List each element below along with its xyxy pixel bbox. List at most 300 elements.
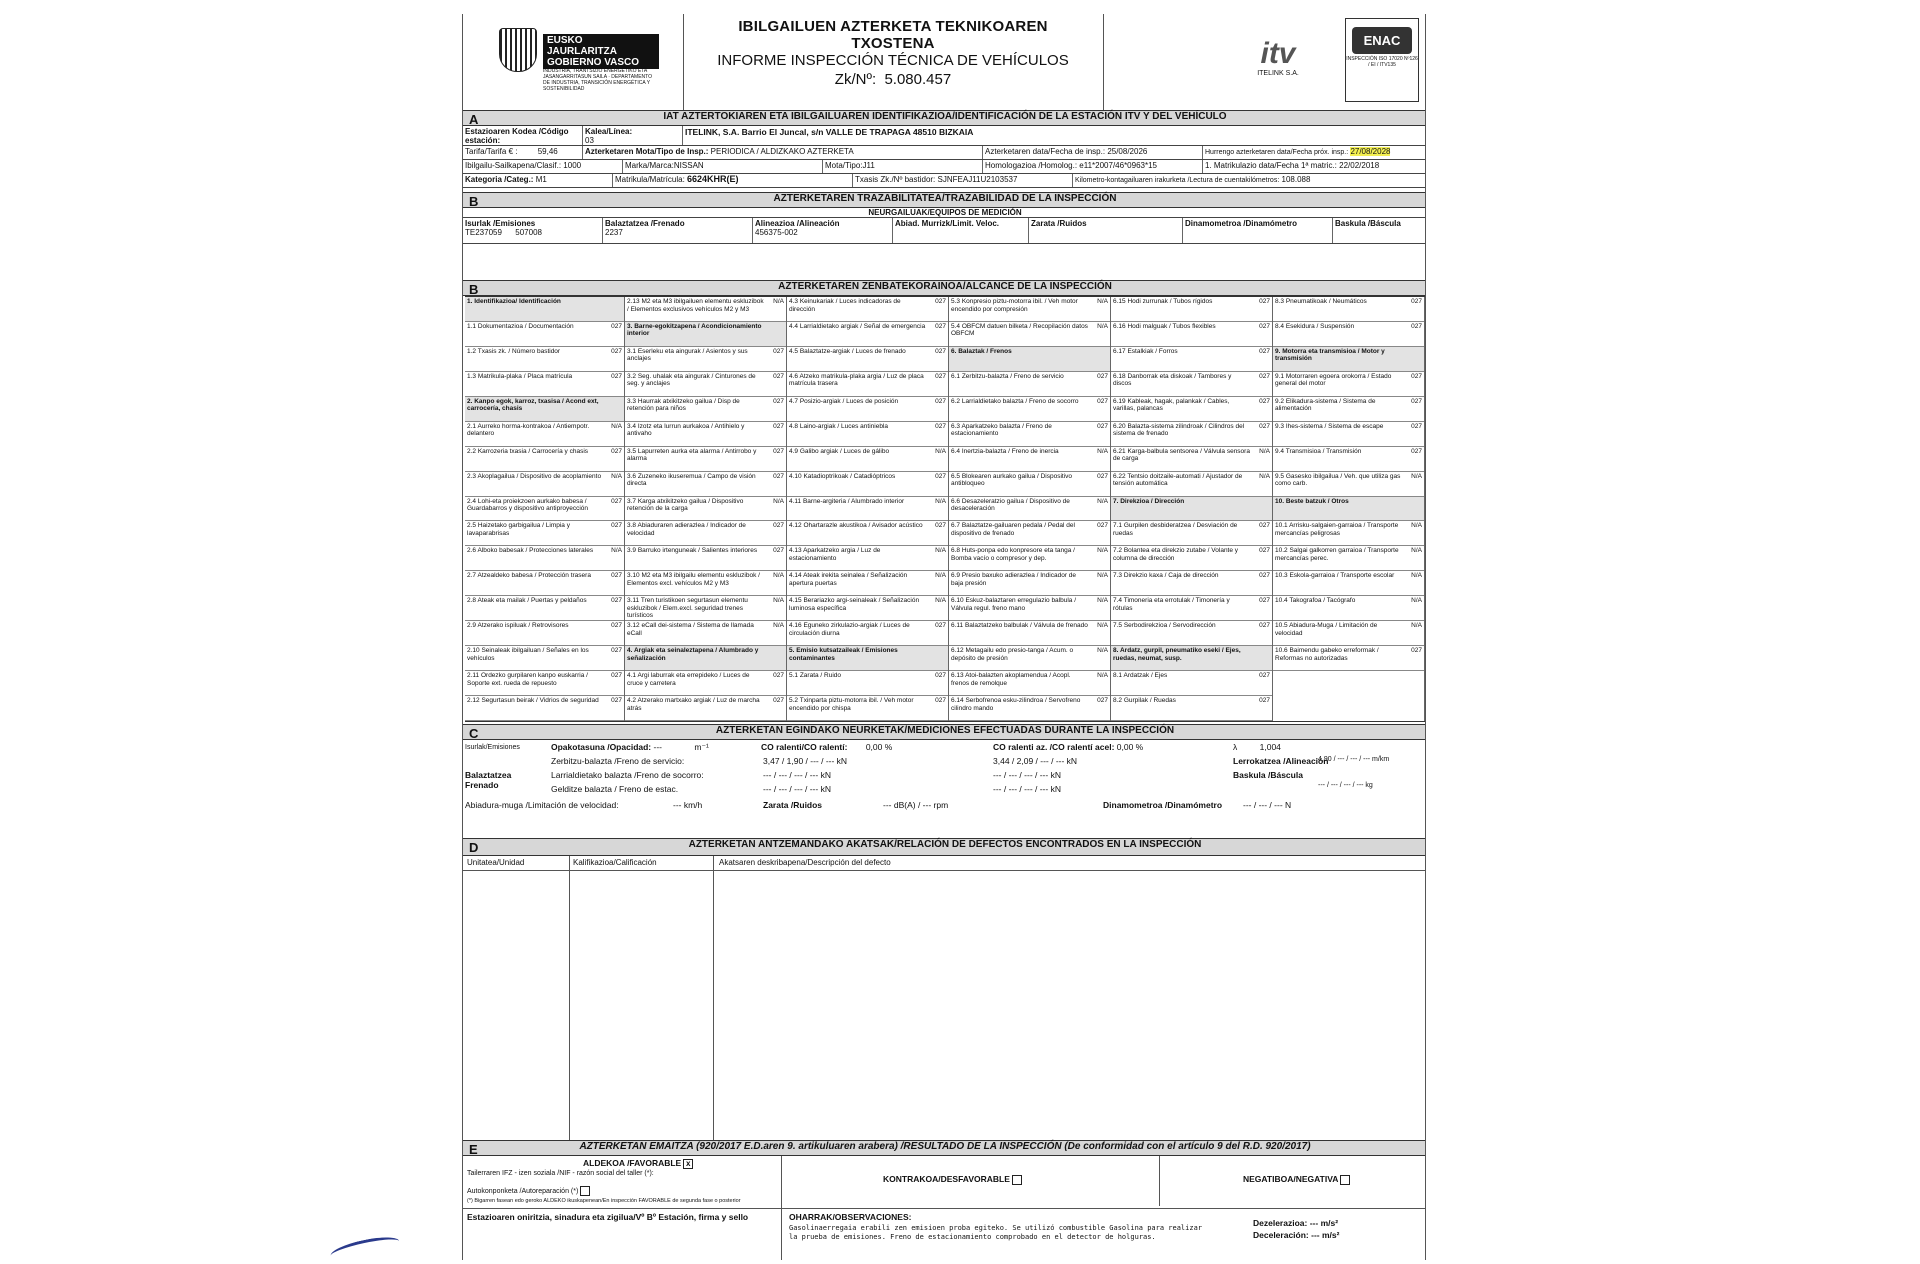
decel-1-value: --- m/s² (1309, 1218, 1339, 1228)
scope-item-label: 2.4 Lohi-eta proiekzoen aurkako babesa / Guardabarros y dispositivo antiproyección (467, 497, 589, 513)
logo-band: EUSKO JAURLARITZA GOBIERNO VASCO (543, 34, 659, 69)
scope-item (1111, 671, 1272, 696)
scope-item-result: 027 (935, 522, 946, 530)
scope-item-label: 8.2 Gurpilak / Ruedas (1113, 697, 1176, 705)
scope-item-label: 3.11 Tren turistikoen segurtasun elementu eskluzibok / Elem.excl. seguridad trenes turísticos (627, 597, 748, 620)
parking-brake-f1: --- / --- / --- / --- kN (763, 784, 831, 794)
negative (1243, 1174, 1350, 1185)
scope-item (787, 297, 948, 322)
decel-1 (1253, 1218, 1338, 1228)
scope-item-result: 027 (773, 447, 784, 455)
scope-item-label: 4.9 Galibo argiak / Luces de gálibo (789, 447, 890, 455)
speed-meas-label: Abiadura-muga /Limitación de velocidad: (465, 800, 619, 810)
category-label: Kategoria /Categ.: (465, 175, 534, 184)
scope-item-label: 1. Identifikazioa/ Identificación (467, 298, 561, 305)
scope-item-label: 6.16 Hodi malguak / Tubos flexibles (1113, 322, 1216, 330)
scope-item-result: N/A (935, 497, 946, 505)
scope-item-result: N/A (611, 422, 622, 430)
brand-label: Marka/Marca: (625, 161, 674, 170)
scope-item-result: 027 (935, 322, 946, 330)
scope-item (625, 671, 786, 696)
scope-item-result: 027 (611, 672, 622, 680)
scope-item-label: 2.5 Haizetako garbigailua / Limpia y lavaparabrisas (467, 522, 570, 537)
scope-item-label: 1.2 Txasis zk. / Número bastidor (467, 347, 561, 355)
scope-item-label: 3.3 Haurrak atxikitzeko gailua / Disp de retención para niños (627, 397, 740, 413)
scope-item (1111, 621, 1272, 646)
basque-government-logo (499, 22, 659, 106)
scope-item-result: 027 (935, 397, 946, 405)
scope-item-label: 6.19 Kableak, hagak, palankak / Cables, varillas, palancas (1113, 397, 1230, 413)
scope-item (1273, 447, 1424, 472)
section-c-bar (463, 724, 1426, 740)
scope-item-label: 7. Direkzioa / Dirección (1113, 497, 1185, 505)
scope-item-result: 027 (1259, 622, 1270, 630)
scope-item (787, 472, 948, 497)
scope-item-label: 9.2 Elikadura-sistema / Sistema de alimentación (1275, 397, 1376, 413)
scope-item-label: 3.1 Eserleku eta aingurak / Asientos y sus anclajes (627, 347, 748, 363)
scope-item (465, 546, 624, 571)
scope-item-label: 6.3 Aparkatzeko balazta / Freno de estacionamiento (951, 422, 1052, 438)
inspection-report (462, 14, 1426, 1260)
scope-column (465, 297, 625, 721)
scope-item-label: 6.2 Larrialdietako balazta / Freno de socorro (951, 397, 1079, 405)
scope-item-label: 5. Emisio kutsatzaileak / Emisiones contaminantes (789, 647, 898, 662)
scope-item (949, 596, 1110, 621)
scope-item-result: 027 (773, 397, 784, 405)
scope-item-result: 027 (611, 447, 622, 455)
scope-item (625, 571, 786, 596)
scope-item (949, 696, 1110, 721)
scope-group-header (787, 646, 948, 671)
section-letter: A (469, 112, 479, 127)
unit-column (463, 856, 570, 1140)
inspection-scope-grid (465, 296, 1425, 722)
scope-item (1273, 521, 1424, 546)
scope-item (787, 447, 948, 472)
section-e-bar (463, 1140, 1426, 1156)
first-reg-cell (1203, 160, 1426, 173)
co-idle-label: CO ralenti/CO ralentí: (761, 742, 848, 752)
scope-item-result: N/A (935, 547, 946, 555)
scope-item (465, 372, 624, 397)
section-b-trace-title: AZTERKETAREN TRAZABILITATEA/TRAZABILIDAD DE LA INSPECCIÓN (773, 193, 1117, 204)
dyno-meas-value: --- / --- / --- N (1243, 800, 1292, 810)
scope-item-result: N/A (935, 447, 946, 455)
scope-item-label: 4.14 Ateak irekita seinalea / Señalización apertura puertas (789, 572, 908, 587)
section-d-bar (463, 838, 1426, 856)
next-date: 27/08/2028 (1350, 147, 1391, 156)
observations-label: OHARRAK/OBSERVACIONES: (789, 1212, 912, 1222)
scope-item-result: N/A (1097, 572, 1108, 580)
scope-group-header (625, 646, 786, 671)
divider (463, 1208, 1426, 1209)
scope-item (787, 347, 948, 372)
self-repair (467, 1186, 590, 1196)
scope-item-label: 1.3 Matrikula-plaka / Placa matrícula (467, 372, 573, 380)
scope-item (625, 596, 786, 621)
scope-item-label: 2.7 Atzealdeko babesa / Protección trasera (467, 572, 591, 580)
scope-item-label: 3.5 Lapurreten aurka eta alarma / Antirrobo y alarma (627, 447, 757, 463)
scope-item (1273, 297, 1424, 322)
scope-item-result: N/A (773, 572, 784, 580)
decel-2 (1253, 1230, 1339, 1240)
scope-item (1273, 472, 1424, 497)
scope-item (949, 397, 1110, 422)
plate-label: Matrikula/Matrícula: (615, 175, 685, 184)
defects-table (463, 856, 1426, 1141)
scope-item-label: 10. Beste batzuk / Otros (1275, 497, 1349, 505)
align-equip (753, 218, 893, 243)
decel-2-value: --- m/s² (1311, 1230, 1340, 1240)
scope-item-result: 027 (611, 597, 622, 605)
km-value: 108.088 (1281, 175, 1311, 184)
brakes-equip-value: 2237 (605, 228, 623, 237)
scope-item (465, 571, 624, 596)
scope-item-label: 4.5 Balaztatze-argiak / Luces de frenado (789, 347, 906, 355)
insp-date-cell (983, 146, 1203, 159)
scope-item-label: 8.3 Pneumatikoak / Neumáticos (1275, 298, 1367, 305)
enac-seal (1345, 18, 1419, 102)
service-brake-f1: 3,47 / 1,90 / --- / --- kN (763, 756, 848, 766)
scope-item-result: 027 (611, 522, 622, 530)
description-header: Akatsaren deskribapena/Descripción del defecto (719, 858, 891, 867)
parking-brake-label: Gelditze balazta / Freno de estac. (551, 784, 679, 794)
model-cell (823, 160, 983, 173)
scope-item-result: 027 (1259, 298, 1270, 305)
scope-item (625, 546, 786, 571)
scope-item-result: 027 (773, 672, 784, 680)
scope-item-label: 2.8 Ateak eta mailak / Puertas y peldaños (467, 597, 587, 605)
scope-item (1273, 621, 1424, 646)
scope-column (625, 297, 787, 721)
emergency-brake-f1: --- / --- / --- / --- kN (763, 770, 831, 780)
negative-checkbox (1340, 1175, 1350, 1185)
station-code-label: Estazioaren Kodea /Código estación: (465, 127, 569, 145)
scope-group-header (1273, 497, 1424, 522)
section-a-bar (463, 110, 1426, 126)
scope-item-result: N/A (935, 572, 946, 580)
scale-equip (1333, 218, 1426, 243)
scope-item (949, 372, 1110, 397)
scope-item (949, 322, 1110, 347)
scope-item-result: 027 (1259, 347, 1270, 355)
scope-item-result: N/A (1259, 447, 1270, 455)
scope-item (625, 297, 786, 322)
unit-header: Unitatea/Unidad (467, 858, 525, 867)
scale-equip-label: Baskula /Báscula (1335, 219, 1401, 228)
scope-item-label: 10.2 Salgai galkorren garraioa / Transporte mercancías perec. (1275, 547, 1399, 562)
scale-meas-value: --- / --- / --- / --- kg (1318, 782, 1373, 789)
co-high-label: CO ralenti az. /CO ralentí acel: (993, 742, 1115, 752)
scope-item (1273, 422, 1424, 447)
homolog-label: Homologazioa /Homolog.: (985, 161, 1078, 170)
title-spanish: INFORME INSPECCIÓN TÉCNICA DE VEHÍCULOS (717, 52, 1069, 69)
scope-group-header (465, 397, 624, 422)
rating-column (569, 856, 714, 1140)
scope-item-result: 027 (1259, 397, 1270, 405)
plate-value: 6624KHR(E) (687, 174, 739, 184)
homolog-value: e11*2007/46*0963*15 (1079, 161, 1157, 170)
km-label: Kilometro-kontagailuaren irakurketa /Lectura de cuentakilómetros: (1075, 177, 1280, 184)
speed-meas-value: --- km/h (673, 800, 703, 810)
scope-item-label: 6.13 Atoi-balazten akoplamendua / Acopl. frenos de remolque (951, 672, 1071, 687)
scope-item (465, 472, 624, 497)
co-high-meas (993, 742, 1143, 752)
measurements (463, 742, 1426, 838)
scope-item-result: 027 (1097, 372, 1108, 380)
scope-item (787, 397, 948, 422)
scope-item (1111, 521, 1272, 546)
scope-item-label: 6.8 Huts-ponpa edo konpresore eta tanga / Bomba vacío o compresor y dep. (951, 547, 1075, 562)
scope-group-header (1111, 497, 1272, 522)
scope-item (1111, 696, 1272, 721)
scope-item-label: 4.1 Argi laburrak eta errepideko / Luces de cruce y carretera (627, 672, 750, 687)
scope-item-result: 027 (773, 697, 784, 705)
scope-item-result: 027 (1259, 547, 1270, 555)
insp-date: 25/08/2026 (1107, 147, 1148, 156)
scope-item-result: 027 (611, 572, 622, 580)
scope-item-result: 027 (773, 372, 784, 380)
scope-item-label: 6.1 Zerbitzu-balazta / Freno de servicio (951, 372, 1064, 380)
scope-item-label: 4.11 Barne-argiteria / Alumbrado interior (789, 497, 905, 505)
service-brake-f2: 3,44 / 2,09 / --- / --- kN (993, 756, 1078, 766)
scope-item-result: 027 (935, 697, 946, 705)
scope-item (1111, 422, 1272, 447)
scope-column (1111, 297, 1273, 721)
observations-text: Gasolinaerregaia erabili zen emisioen proba egiteko. Se utilizó combustible Gasolina para realizar la prueba de emisiones. Freno de estacionamiento comprobado en el detector de holguras. (789, 1224, 1203, 1241)
scope-item (949, 571, 1110, 596)
scope-item (949, 422, 1110, 447)
scope-item-result: N/A (773, 497, 784, 505)
scope-item-label: 6.22 Tentsio doitzaile-automati / Ajustador de tensión automática (1113, 472, 1243, 488)
class-label: Ibilgailu-Sailkapena/Clasif.: (465, 161, 562, 170)
scope-item (949, 671, 1110, 696)
scope-item-result: N/A (1097, 547, 1108, 555)
scope-item-label: 10.3 Eskola-garraioa / Transporte escolar (1275, 572, 1395, 580)
scope-item-label: 6.14 Serbofrenoa esku-zilindroa / Servofreno cilindro mando (951, 697, 1081, 712)
scope-item-label: 6.20 Balazta-sistema zilindroak / Cilindros del sistema de frenado (1113, 422, 1245, 438)
scope-item (625, 696, 786, 721)
scope-item (1111, 322, 1272, 347)
signature-stroke (329, 1233, 401, 1264)
scope-group-header (1273, 347, 1424, 372)
scope-item-label: 6.9 Presio baxuko adierazlea / Indicador de baja presión (951, 572, 1077, 587)
section-c-title: AZTERKETAN EGINDAKO NEURKETAK/MEDICIONES EFECTUADAS DURANTE LA INSPECCIÓN (715, 725, 1175, 736)
noise-equip-label: Zarata /Ruidos (1031, 219, 1087, 228)
scope-item-label: 3.9 Barruko irtenguneak / Salientes interiores (627, 547, 758, 555)
dyno-equip-label: Dinamometroa /Dinamómetro (1185, 219, 1298, 228)
emergency-brake-label: Larrialdietako balazta /Freno de socorro: (551, 770, 704, 780)
scope-item (1273, 322, 1424, 347)
scope-item (1273, 646, 1424, 671)
enac-text: INSPECCIÓN ISO 17020 Nº126 / EI / ITV135 (1346, 56, 1418, 68)
scope-item-label: 6. Balaztak / Frenos (951, 347, 1012, 355)
scope-item-result: 027 (1097, 472, 1108, 480)
self-repair-checkbox (580, 1186, 590, 1196)
plate-cell (613, 174, 853, 187)
itv-logo (1243, 38, 1313, 94)
scope-item-label: 4.13 Aparkatzeko argia / Luz de estacionamiento (789, 547, 881, 562)
scope-item-result: 027 (611, 322, 622, 330)
homolog-cell (983, 160, 1203, 173)
scope-item-result: N/A (1411, 572, 1422, 580)
scope-item-label: 9.3 Ihes-sistema / Sistema de escape (1275, 422, 1384, 430)
scope-item-label: 2.10 Seinaleak ibilgailuan / Señales en los vehículos (467, 647, 589, 662)
scope-item (1111, 447, 1272, 472)
scope-item (949, 546, 1110, 571)
scope-item-result: 027 (611, 697, 622, 705)
co-high-value: 0,00 % (1116, 742, 1144, 752)
scope-item-label: 3.7 Karga atxikitzeko gailua / Dispositivo retención de la carga (627, 497, 744, 513)
insp-date-label: Azterketaren data/Fecha de insp.: (985, 147, 1106, 156)
scope-item (625, 422, 786, 447)
scope-item (465, 322, 624, 347)
insp-type: PERIODICA / ALDIZKAKO AZTERKETA (710, 147, 854, 156)
scope-item-label: 6.12 Metagailu edo presio-tanga / Acum. o depósito de presión (951, 647, 1074, 662)
scope-item (625, 447, 786, 472)
scope-item-label: 7.2 Bolantea eta direkzio zutabe / Volante y columna de dirección (1113, 547, 1239, 562)
coat-of-arms-icon (499, 28, 537, 72)
scope-item-label: 1.1 Dokumentazioa / Documentación (467, 322, 574, 330)
scope-item (787, 521, 948, 546)
speed-equip (893, 218, 1029, 243)
scope-item (625, 621, 786, 646)
logo-department: INDUSTRIA, TRANTSIZIO ENERGETIKO ETA JASANGARRITASUN SAILA · DEPARTAMENTO DE INDUSTRIA, TRANSICIÓN ENERGÉTICA Y SOSTENIBILIDAD (543, 68, 653, 92)
scope-item-result: N/A (935, 597, 946, 605)
scope-item-label: 7.4 Timoneria eta errotulak / Timonería y rótulas (1113, 597, 1230, 612)
scope-item-result: N/A (1097, 647, 1108, 655)
class-value: 1000 (563, 161, 582, 170)
emissions-equip-value2: 507008 (515, 228, 542, 237)
scope-item-label: 6.17 Estalkiak / Forros (1113, 347, 1178, 355)
scope-group-header (949, 347, 1110, 372)
noise-equip (1029, 218, 1183, 243)
decel-2-label: Deceleración: (1253, 1230, 1309, 1240)
scope-item-result: 027 (611, 622, 622, 630)
scope-item-result: N/A (1097, 597, 1108, 605)
scope-item (949, 621, 1110, 646)
scope-item-label: 2.12 Segurtasun beirak / Vidrios de seguridad (467, 697, 599, 705)
scope-item (465, 646, 624, 671)
scope-item-result: N/A (1097, 622, 1108, 630)
scope-item (1111, 347, 1272, 372)
model-label: Mota/Tipo: (825, 161, 863, 170)
itv-company: ITELINK S.A. (1257, 70, 1299, 77)
scope-item (787, 497, 948, 522)
scope-item-label: 8.1 Ardatzak / Ejes (1113, 672, 1168, 680)
scope-item-label: 2.3 Akoplagailua / Dispositivo de acoplamiento (467, 472, 602, 480)
section-d-title: AZTERKETAN ANTZEMANDAKO AKATSAK/RELACIÓN DE DEFECTOS ENCONTRADOS EN LA INSPECCIÓN (688, 839, 1202, 850)
scope-item-result: N/A (1097, 298, 1108, 305)
scope-item-result: 027 (935, 622, 946, 630)
scope-item-label: 9.4 Transmisioa / Transmisión (1275, 447, 1362, 455)
scope-item-result: 027 (1097, 522, 1108, 530)
scope-item-result: 027 (1259, 672, 1270, 680)
scope-item-label: 2.6 Alboko babesak / Protecciones laterales (467, 547, 594, 555)
scope-item-result: 027 (773, 547, 784, 555)
favorable-label: ALDEKOA /FAVORABLE (583, 1158, 682, 1168)
first-reg-value: 22/02/2018 (1339, 161, 1380, 170)
scope-item-result: N/A (1411, 597, 1422, 605)
scope-item (787, 422, 948, 447)
emissions-equip-label: Isurlak /Emisiones (465, 219, 536, 228)
scope-item-result: 027 (935, 372, 946, 380)
scope-item-label: 6.7 Balaztatze-gailuaren pedala / Pedal del dispositivo de frenado (951, 522, 1075, 537)
scope-item (625, 372, 786, 397)
opacity-meas (551, 742, 709, 753)
divider (683, 14, 684, 110)
scope-item-result: N/A (773, 622, 784, 630)
section-b-scope-title: AZTERKETAREN ZENBATEKORAINOA/ALCANCE DE LA INSPECCIÓN (778, 281, 1112, 292)
equipment-subtitle: NEURGAILUAK/EQUIPOS DE MEDICIÓN (463, 208, 1426, 218)
scope-item-label: 7.3 Direkzio kaxa / Caja de dirección (1113, 572, 1219, 580)
unfavorable-checkbox (1012, 1175, 1022, 1185)
scope-item-result: 027 (1259, 372, 1270, 380)
scope-item-result: 027 (1411, 647, 1422, 655)
scope-item-label: 8.4 Esekidura / Suspensión (1275, 322, 1355, 330)
unfavorable-label: KONTRAKOA/DESFAVORABLE (883, 1174, 1010, 1184)
scope-item (465, 521, 624, 546)
scope-item (949, 447, 1110, 472)
scope-item (787, 372, 948, 397)
scope-item-result: 027 (1411, 397, 1422, 405)
scope-item-result: 027 (1097, 697, 1108, 705)
scope-item-result: 027 (935, 422, 946, 430)
vin-cell (853, 174, 1073, 187)
scope-item-result: 027 (1259, 697, 1270, 705)
brakes-equip-label: Balaztatzea /Frenado (605, 219, 685, 228)
scope-item (465, 347, 624, 372)
scope-item (1111, 571, 1272, 596)
enac-logo: ENAC (1352, 27, 1412, 54)
tariff-cell (463, 146, 583, 159)
rating-header: Kalifikazioa/Calificación (573, 858, 657, 867)
scope-item-result: N/A (773, 597, 784, 605)
scope-item-result: 027 (773, 347, 784, 355)
scope-item-result: 027 (1411, 447, 1422, 455)
scope-item (1111, 297, 1272, 322)
scope-item-label: 4.7 Posizio-argiak / Luces de posición (789, 397, 899, 405)
scope-item-result: 027 (773, 522, 784, 530)
align-equip-value: 456375-002 (755, 228, 798, 237)
workshop-label: Tailerraren IFZ - izen soziala /NIF - razón social del taller (*): (467, 1170, 654, 1177)
insp-type-label: Azterketaren Mota/Tipo de Insp.: (585, 147, 709, 156)
scope-item-label: 4.10 Katadioptrikoak / Catadióptricos (789, 472, 896, 480)
brakes-equip (603, 218, 753, 243)
insp-type-cell (583, 146, 983, 159)
scope-item-label: 4.4 Larrialdietako argiak / Señal de emergencia (789, 322, 926, 330)
section-letter: B (469, 194, 479, 209)
scope-item (465, 596, 624, 621)
scope-group-header (625, 322, 786, 347)
scope-item-label: 5.3 Konpresio piztu-motorra ibil. / Veh motor encendido por compresión (951, 298, 1078, 313)
vin-value: SJNFEAJ11U2103537 (937, 175, 1018, 184)
scope-item (1273, 546, 1424, 571)
noise-meas-label: Zarata /Ruidos (763, 800, 823, 810)
scope-item-result: 027 (611, 372, 622, 380)
scope-item (787, 671, 948, 696)
scope-column (1273, 297, 1425, 721)
lambda-label: λ (1233, 742, 1238, 752)
section-letter: D (469, 840, 479, 855)
scope-item-label: 6.21 Karga-balbula sentsorea / Válvula sensora de carga (1113, 447, 1250, 463)
scope-item-result: 027 (611, 647, 622, 655)
station-row (463, 126, 1426, 146)
scope-item-result: 027 (1411, 422, 1422, 430)
scope-item-label: 3.12 eCall dei-sistema / Sistema de llamada eCall (627, 622, 754, 637)
scope-item-result: 027 (1259, 322, 1270, 330)
scope-item-label: 3.6 Zuzeneko ikuseremua / Campo de visión directa (627, 472, 756, 488)
